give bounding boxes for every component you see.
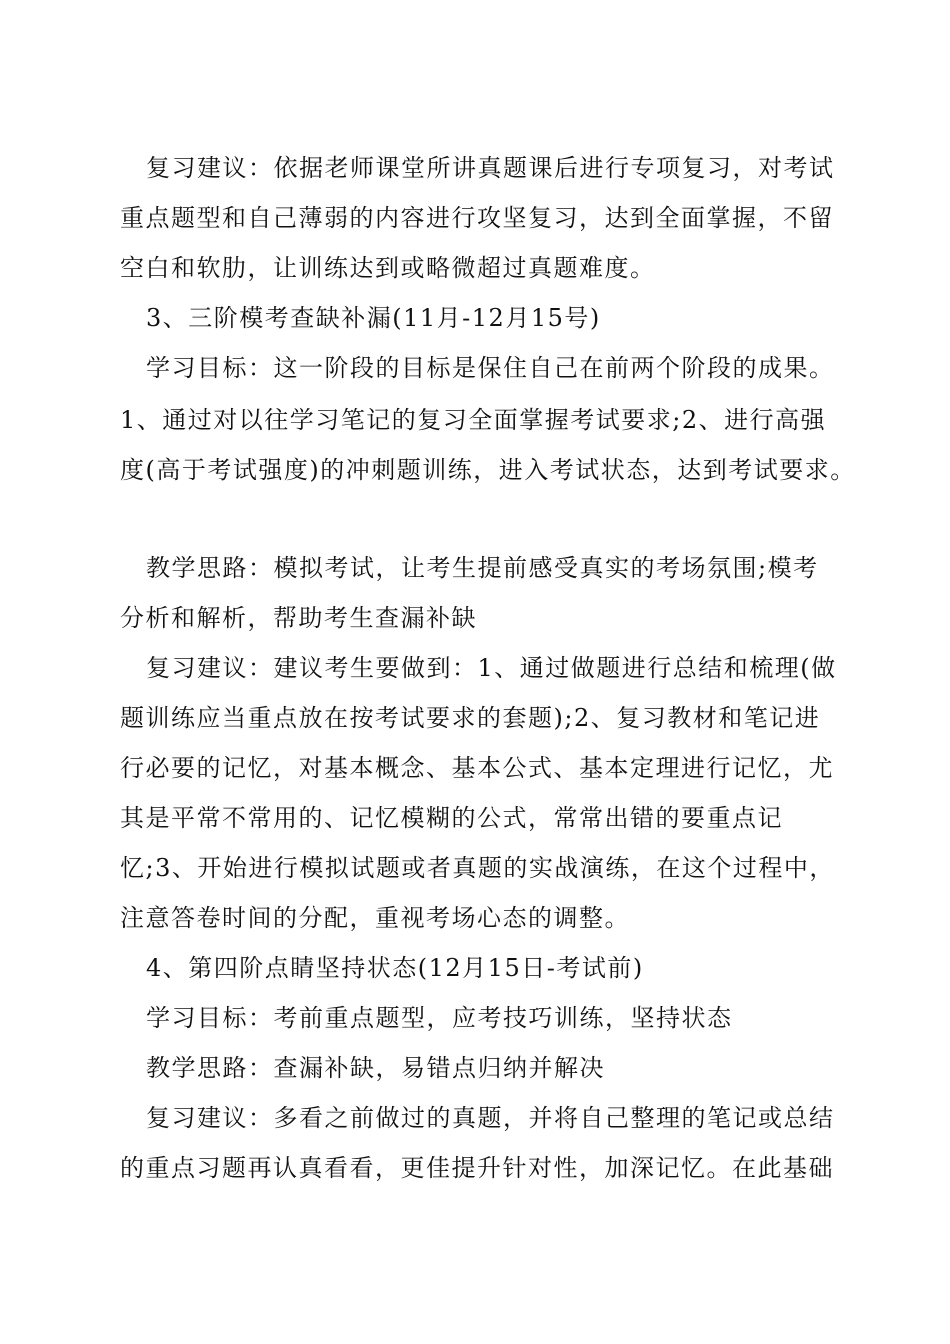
paragraph-line: 1、通过对以往学习笔记的复习全面掌握考试要求;2、进行高强 bbox=[120, 406, 827, 434]
paragraph-line: 行必要的记忆，对基本概念、基本公式、基本定理进行记忆，尤 bbox=[120, 754, 834, 782]
paragraph-line: 分析和解析，帮助考生查漏补缺 bbox=[120, 604, 477, 632]
paragraph-line: 的重点习题再认真看看，更佳提升针对性，加深记忆。在此基础 bbox=[120, 1154, 834, 1182]
paragraph-line: 复习建议：依据老师课堂所讲真题课后进行专项复习，对考试 bbox=[146, 154, 835, 182]
paragraph-line: 忆;3、开始进行模拟试题或者真题的实战演练，在这个过程中， bbox=[120, 854, 835, 882]
paragraph-line: 其是平常不常用的、记忆模糊的公式，常常出错的要重点记 bbox=[120, 804, 783, 832]
section-heading: 4、第四阶点睛坚持状态(12月15日-考试前) bbox=[146, 954, 644, 982]
paragraph-line: 度(高于考试强度)的冲刺题训练，进入考试状态，达到考试要求。 bbox=[120, 456, 856, 484]
paragraph-line: 题训练应当重点放在按考试要求的套题);2、复习教材和笔记进 bbox=[120, 704, 821, 732]
paragraph-line: 教学思路：模拟考试，让考生提前感受真实的考场氛围;模考 bbox=[146, 554, 819, 582]
paragraph-line: 学习目标：这一阶段的目标是保住自己在前两个阶段的成果。 bbox=[146, 354, 835, 382]
paragraph-line: 教学思路：查漏补缺，易错点归纳并解决 bbox=[146, 1054, 605, 1082]
paragraph-line: 重点题型和自己薄弱的内容进行攻坚复习，达到全面掌握，不留 bbox=[120, 204, 834, 232]
paragraph-line: 空白和软肋，让训练达到或略微超过真题难度。 bbox=[120, 254, 656, 282]
section-heading: 3、三阶模考查缺补漏(11月-12月15号) bbox=[146, 304, 601, 332]
paragraph-line: 注意答卷时间的分配，重视考场心态的调整。 bbox=[120, 904, 630, 932]
paragraph-line: 学习目标：考前重点题型，应考技巧训练，坚持状态 bbox=[146, 1004, 733, 1032]
paragraph-line: 复习建议：多看之前做过的真题，并将自己整理的笔记或总结 bbox=[146, 1104, 835, 1132]
paragraph-line: 复习建议：建议考生要做到：1、通过做题进行总结和梳理(做 bbox=[146, 654, 837, 682]
